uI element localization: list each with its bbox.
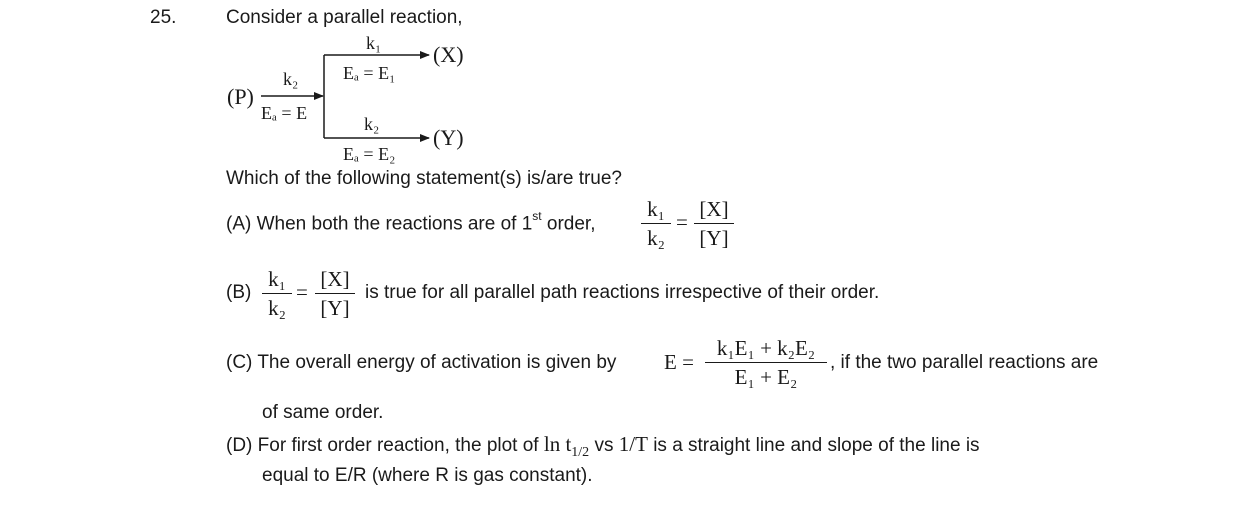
option-d-text-1: For first order reaction, the plot of [257,435,539,456]
math-one-over-t: 1/T [618,432,648,456]
energy-fraction: k₁E₁ + k₂E₂ E₁ + E₂ [705,335,827,390]
question-prompt: Which of the following statement(s) is/are true? [226,168,623,189]
equals-sign: = [676,210,688,234]
upper-ea: Eₐ = E₁ [343,63,396,83]
option-d-text-2: vs [594,435,614,456]
option-c-text-after: , if the two parallel reactions are [830,352,1099,373]
option-label: (C) [226,352,253,373]
first-step-k: k₂ [283,69,299,89]
option-d-continuation: equal to E/R (where R is gas constant). [262,465,593,486]
fraction-k1-k2: k₁ k₂ [262,266,292,321]
fraction-k1-k2: k₁ k₂ [641,196,671,251]
option-a-text-after: order, [546,213,596,235]
reactant-p: (P) [227,84,254,109]
upper-k: k₁ [366,33,382,53]
reaction-scheme [0,0,1238,175]
question-number: 25. [150,7,177,28]
math-ln-t: ln t [543,432,572,456]
fraction-x-y: [X] [Y] [694,196,734,251]
lower-k: k₂ [364,114,380,134]
option-label: (B) [226,282,252,303]
fraction-x-y: [X] [Y] [315,266,355,321]
question-intro: Consider a parallel reaction, [226,7,463,28]
option-a-text-before: When both the reactions are of 1 [256,213,533,235]
energy-lhs: E = [664,350,694,374]
product-x: (X) [433,42,464,67]
subscript-half: 1/2 [571,444,590,460]
option-c-continuation: of same order. [262,402,384,423]
first-step-ea: Eₐ = E [261,103,308,123]
option-label: (A) [226,213,252,235]
superscript-st: st [532,209,542,223]
option-d-text-3: is a straight line and slope of the line is [653,435,980,456]
option-b-text: is true for all parallel path reactions irrespective of their order. [365,282,880,303]
option-label: (D) [226,435,253,456]
product-y: (Y) [433,125,464,150]
lower-ea: Eₐ = E₂ [343,144,396,164]
option-c-text-before: The overall energy of activation is given by [257,352,617,373]
equals-sign: = [296,280,308,304]
